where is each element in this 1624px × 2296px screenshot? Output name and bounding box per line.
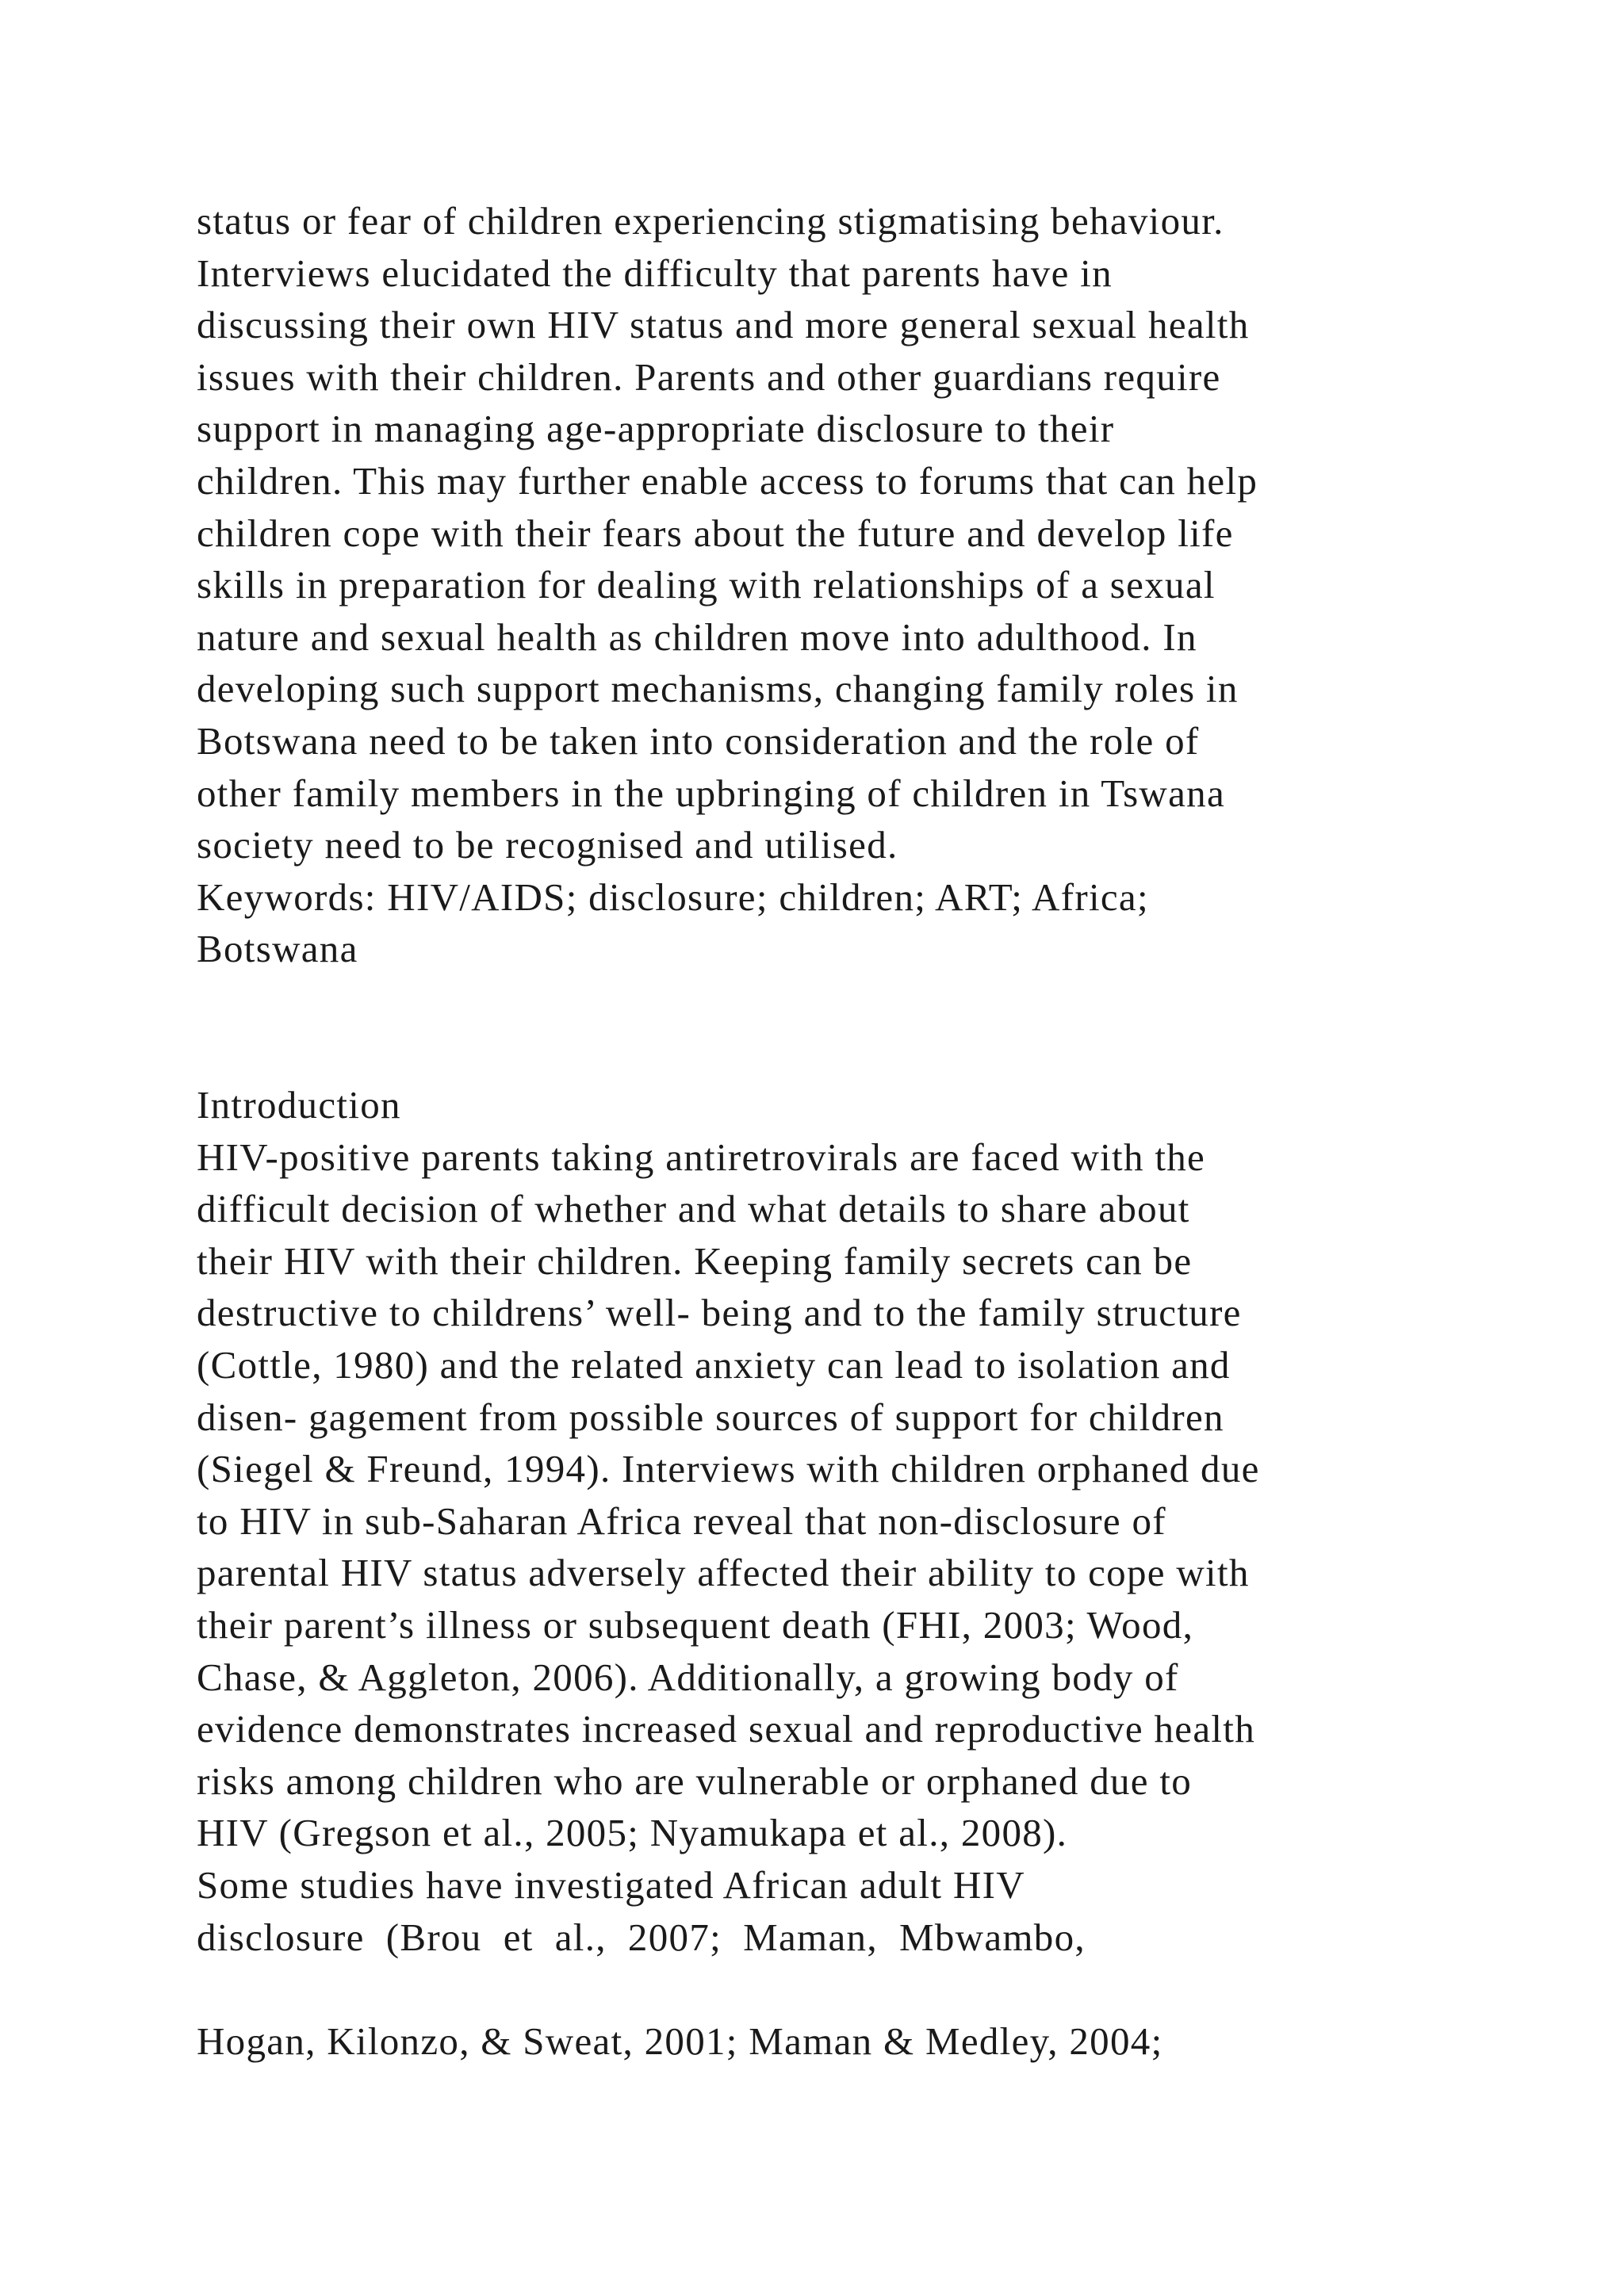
spacer — [197, 975, 1592, 1027]
text-line: difficult decision of whether and what details to share about — [197, 1187, 1190, 1231]
text-line: (Siegel & Freund, 1994). Interviews with children orphaned due — [197, 1447, 1260, 1491]
text-line: their parent’s illness or subsequent death (FHI, 2003; Wood, — [197, 1603, 1194, 1647]
text-line: (Cottle, 1980) and the related anxiety can lead to isolation and — [197, 1343, 1231, 1387]
text-line: Some studies have investigated African adult HIV — [197, 1863, 1025, 1907]
text-line: Chase, & Aggleton, 2006). Additionally, a growing body of — [197, 1655, 1179, 1699]
keywords-line: Keywords: HIV/AIDS; disclosure; children; ART; Africa; — [197, 874, 1149, 919]
text-line: children. This may further enable access to forums that can help — [197, 458, 1258, 503]
text-line: support in managing age-appropriate disclosure to their — [197, 407, 1115, 451]
text-line: status or fear of children experiencing stigmatising behaviour. — [197, 199, 1224, 243]
text-line: HIV (Gregson et al., 2005; Nyamukapa et al., 2008). — [197, 1811, 1068, 1855]
text-line: developing such support mechanisms, changing family roles in — [197, 667, 1239, 711]
body-text — [197, 195, 1592, 2067]
keywords-line: Botswana — [197, 927, 358, 971]
spacer — [197, 1027, 1592, 1080]
text-line: society need to be recognised and utilised. — [197, 823, 898, 867]
text-line: HIV-positive parents taking antiretrovirals are faced with the — [197, 1135, 1206, 1179]
abstract-paragraph — [197, 195, 1592, 871]
text-line: disclosure (Brou et al., 2007; Maman, Mbwambo, — [197, 1915, 1086, 1959]
text-line: evidence demonstrates increased sexual and reproductive health — [197, 1707, 1256, 1751]
text-line: parental HIV status adversely affected their ability to cope with — [197, 1551, 1250, 1595]
text-line: children cope with their fears about the future and develop life — [197, 511, 1234, 555]
text-line: issues with their children. Parents and other guardians require — [197, 354, 1221, 399]
text-line: Interviews elucidated the difficulty that parents have in — [197, 251, 1113, 295]
text-line: to HIV in sub-Saharan Africa reveal that non-disclosure of — [197, 1498, 1166, 1543]
text-line: discussing their own HIV status and more general sexual health — [197, 303, 1250, 347]
continuation-line: Hogan, Kilonzo, & Sweat, 2001; Maman & Medley, 2004; — [197, 2019, 1163, 2063]
keywords — [197, 871, 1592, 975]
text-line: other family members in the upbringing of children in Tswana — [197, 771, 1226, 815]
introduction-paragraph — [197, 1131, 1592, 1964]
text-line: nature and sexual health as children move into adulthood. In — [197, 614, 1197, 659]
text-line: destructive to childrens’ well- being and to the family structure — [197, 1291, 1242, 1335]
text-line: Botswana need to be taken into consideration and the role of — [197, 718, 1200, 763]
text-line: skills in preparation for dealing with relationships of a sexual — [197, 563, 1216, 607]
text-line: disen- gagement from possible sources of support for children — [197, 1395, 1224, 1439]
text-line: their HIV with their children. Keeping family secrets can be — [197, 1238, 1193, 1283]
text-line: risks among children who are vulnerable or orphaned due to — [197, 1758, 1193, 1803]
section-heading: Introduction — [197, 1083, 401, 1127]
spacer — [197, 1963, 1592, 2015]
